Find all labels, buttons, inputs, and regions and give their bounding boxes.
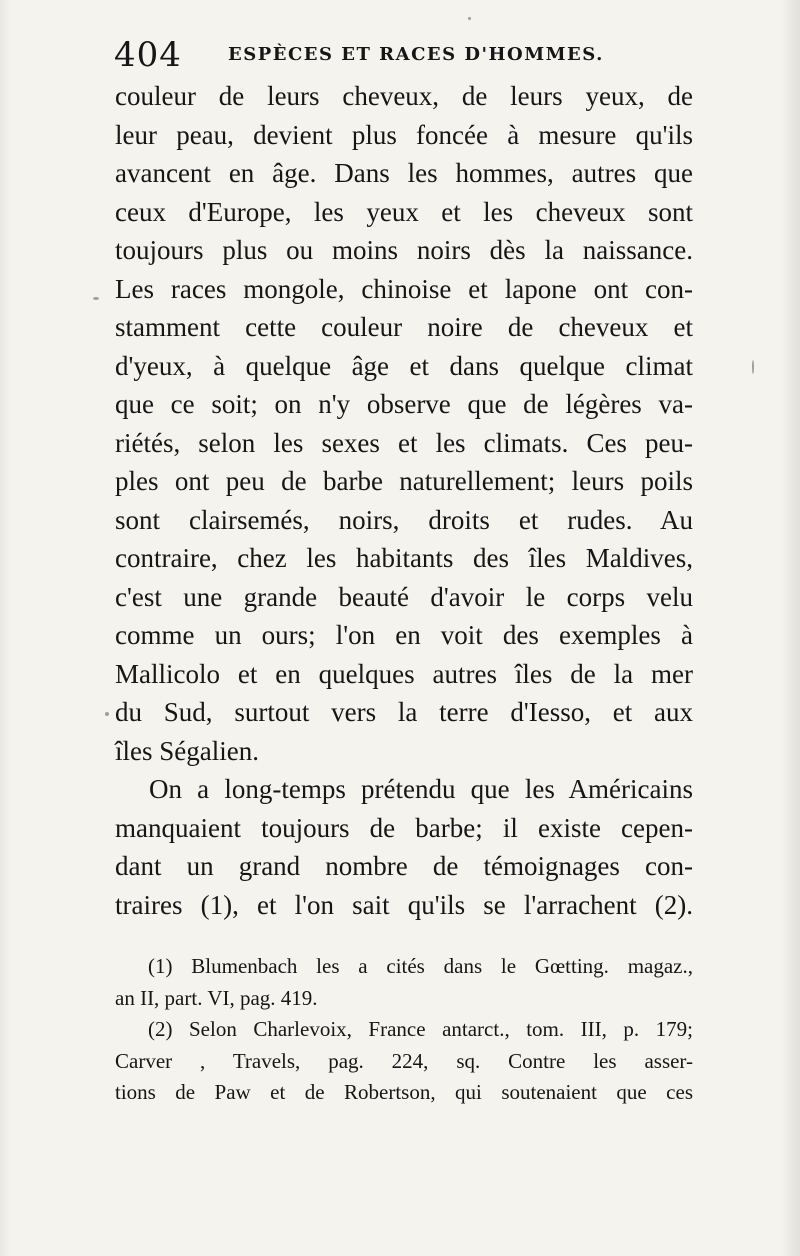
ink-speck — [468, 17, 471, 20]
text-line: contraire, chez les habitants des îles Maldives, — [115, 543, 693, 573]
text-line: couleur de leurs cheveux, de leurs yeux, de — [115, 81, 693, 111]
text-line: stamment cette couleur noire de cheveux et — [115, 312, 693, 342]
text-line: du Sud, surtout vers la terre d'Iesso, et aux — [115, 697, 693, 727]
ink-speck — [105, 712, 109, 716]
text-line: c'est une grande beauté d'avoir le corps velu — [115, 581, 693, 612]
footnote-line: (2) Selon Charlevoix, France antarct., tom. III, p. 179; — [148, 1017, 693, 1041]
page-shadow-left — [0, 0, 10, 1256]
text-line: avancent en âge. Dans les hommes, autres que — [115, 158, 693, 188]
text-line: riétés, selon les sexes et les climats. Ces peu- — [115, 427, 693, 458]
text-line: d'yeux, à quelque âge et dans quelque climat — [115, 350, 693, 381]
text-line: comme un ours; l'on en voit des exemples à — [115, 620, 693, 650]
page-number: 404 — [114, 35, 182, 75]
text-line: dant un grand nombre de témoignages con- — [115, 851, 693, 881]
footnote-line: an II, part. VI, pag. 419. — [115, 985, 318, 1010]
text-line: On a long-temps prétendu que les Américains — [149, 774, 693, 804]
text-line: ceux d'Europe, les yeux et les cheveux sont — [115, 196, 693, 227]
text-line: traires (1), et l'on sait qu'ils se l'arrachent (2). — [115, 889, 693, 920]
ink-speck — [752, 360, 754, 374]
text-line: Mallicolo et en quelques autres îles de la mer — [115, 658, 693, 689]
text-line: manquaient toujours de barbe; il existe cepen- — [115, 812, 693, 843]
body-text — [115, 77, 693, 924]
text-line: Les races mongole, chinoise et lapone ont con- — [115, 273, 693, 304]
text-line: que ce soit; on n'y observe que de légères va- — [115, 389, 693, 419]
footnote-line: tions de Paw et de Robertson, qui soutenaient que ces — [115, 1080, 693, 1104]
page-header — [114, 33, 694, 77]
ink-speck — [93, 297, 99, 300]
footnotes — [115, 951, 693, 1109]
running-head: ESPÈCES ET RACES D'HOMMES. — [228, 44, 604, 65]
footnote-line: (1) Blumenbach les a cités dans le Gœtting. magaz., — [148, 954, 693, 978]
page-shadow-right — [780, 0, 800, 1256]
text-line: leur peau, devient plus foncée à mesure qu'ils — [115, 119, 693, 150]
text-line: sont clairsemés, noirs, droits et rudes. Au — [115, 504, 693, 535]
text-line: ples ont peu de barbe naturellement; leurs poils — [115, 466, 693, 496]
text-line: îles Ségalien. — [115, 735, 259, 766]
footnote-line: Carver , Travels, pag. 224, sq. Contre les asser- — [115, 1048, 693, 1073]
text-line: toujours plus ou moins noirs dès la naissance. — [115, 235, 693, 265]
